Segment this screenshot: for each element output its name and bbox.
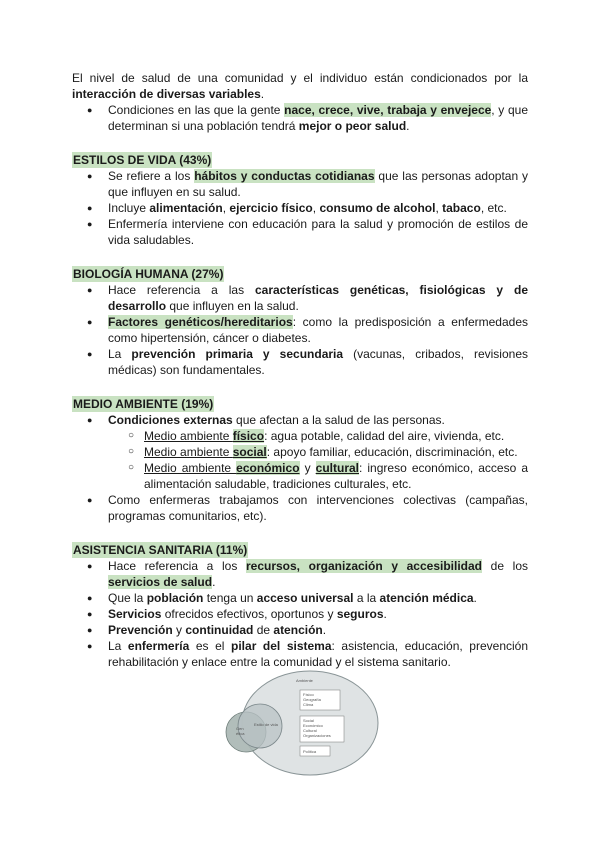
sub-list-item: ○ Medio ambiente económico y cultural: ingreso económico, acceso a alimentación saludable, tradiciones culturales, etc.	[72, 460, 528, 492]
list-item: ● La enfermería es el pilar del sistema: asistencia, educación, prevención rehabilitación y enlace entre la comunidad y el sistema sanitario.	[72, 638, 528, 670]
medio-ambiente-list	[72, 412, 528, 524]
box2-line: Social	[303, 718, 314, 723]
intro-list	[72, 102, 528, 134]
box1-line: Clima	[303, 702, 314, 707]
list-item: ● Condiciones en las que la gente nace, crece, vive, trabaja y envejece, y que determinan si una población tendrá mejor o peor salud.	[72, 102, 528, 134]
estilos-list	[72, 168, 528, 248]
box3-label: Política	[303, 749, 317, 754]
section-heading-medio-ambiente: MEDIO AMBIENTE (19%)	[73, 397, 214, 411]
asistencia-list	[72, 558, 528, 670]
list-item: ● Que la población tenga un acceso universal a la atención médica.	[72, 590, 528, 606]
list-item: ● Se refiere a los hábitos y conductas cotidianas que las personas adoptan y que influyen en su salud.	[72, 168, 528, 200]
sub-list-item: ○ Medio ambiente físico: agua potable, calidad del aire, vivienda, etc.	[72, 428, 528, 444]
left-circle-line: ética	[236, 731, 245, 736]
list-item: ● Enfermería interviene con educación para la salud y promoción de estilos de vida saludables.	[72, 216, 528, 248]
box1-line: Geografía	[303, 697, 321, 702]
sub-list-item: ○ Medio ambiente social: apoyo familiar, educación, discriminación, etc.	[72, 444, 528, 460]
list-item: ● Como enfermeras trabajamos con intervenciones colectivas (campañas, programas comunitarios, etc).	[72, 492, 528, 524]
box2-line: Organizaciones	[303, 733, 331, 738]
health-determinants-diagram	[222, 668, 382, 778]
outer-label: Ambiente	[296, 678, 313, 683]
box1-line: Físico	[303, 692, 314, 697]
intro-paragraph: El nivel de salud de una comunidad y el individuo están condicionados por la interacción de diversas variables.	[72, 71, 528, 101]
small-circle-label: Estilo de vida	[254, 722, 278, 727]
list-item: ● Prevención y continuidad de atención.	[72, 622, 528, 638]
box2-line: Económico	[303, 723, 323, 728]
list-item: ● La prevención primaria y secundaria (vacunas, cribados, revisiones médicas) son fundamentales.	[72, 346, 528, 378]
biologia-list	[72, 282, 528, 378]
list-item: ● Hace referencia a los recursos, organización y accesibilidad de los servicios de salud.	[72, 558, 528, 590]
box2-line: Cultural	[303, 728, 317, 733]
list-item: ● Condiciones externas que afectan a la salud de las personas.	[72, 412, 528, 428]
document-content	[72, 70, 528, 670]
section-heading-asistencia: ASISTENCIA SANITARIA (11%)	[73, 543, 248, 557]
left-circle-line: Gen	[236, 726, 244, 731]
list-item: ● Servicios ofrecidos efectivos, oportunos y seguros.	[72, 606, 528, 622]
list-item: ● Incluye alimentación, ejercicio físico, consumo de alcohol, tabaco, etc.	[72, 200, 528, 216]
list-item: ● Hace referencia a las características genéticas, fisiológicas y de desarrollo que influyen en la salud.	[72, 282, 528, 314]
section-heading-biologia: BIOLOGÍA HUMANA (27%)	[73, 267, 224, 281]
section-heading-estilos: ESTILOS DE VIDA (43%)	[73, 153, 212, 167]
list-item: ● Factores genéticos/hereditarios: como la predisposición a enfermedades como hipertensión, cáncer o diabetes.	[72, 314, 528, 346]
